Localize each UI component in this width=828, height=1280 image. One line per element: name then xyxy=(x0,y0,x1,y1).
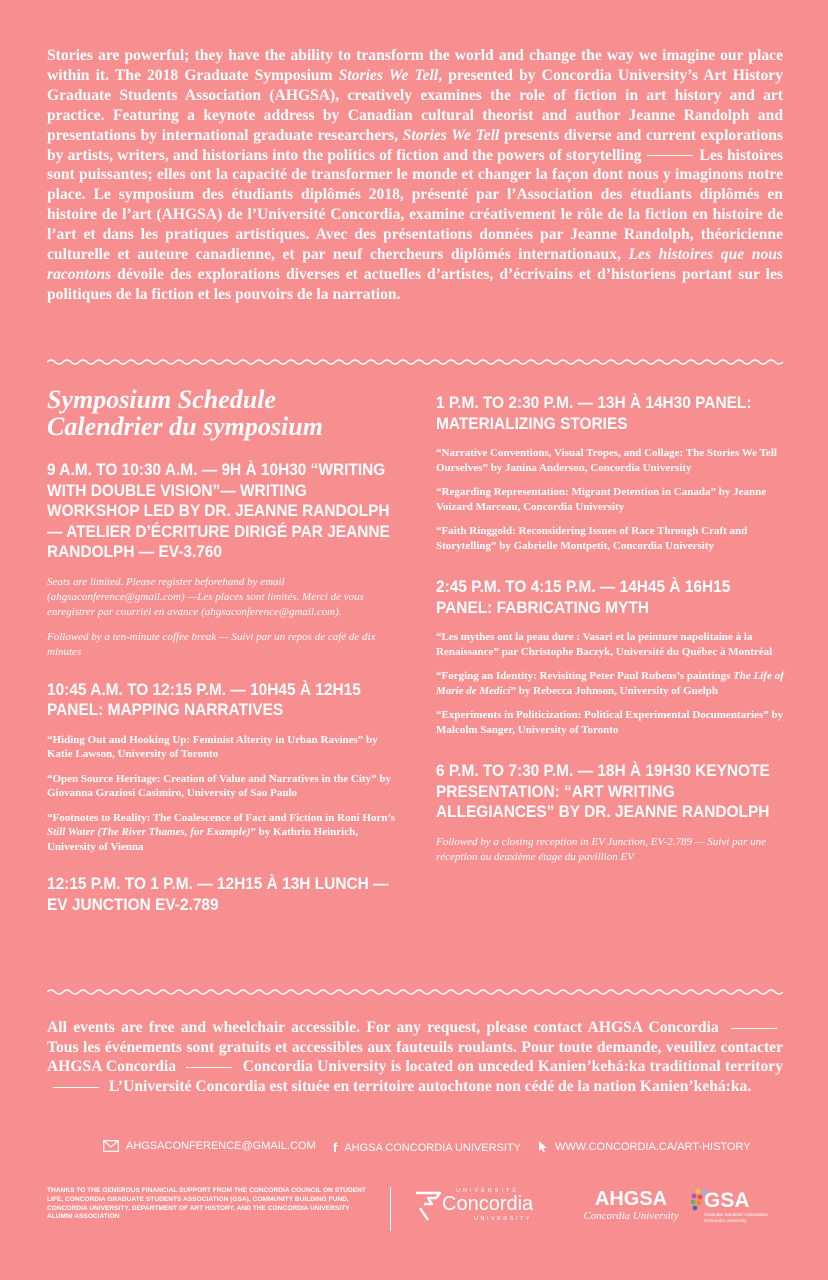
concordia-top-text: UNIVERSITÉ xyxy=(456,1188,520,1194)
talk-text: “Forging an Identity: Revisiting Peter Paul Rubens’s paintings xyxy=(436,670,734,682)
talk-item xyxy=(436,669,791,698)
closing-text: Tous les événements sont gratuits et accessibles aux fauteuils roulants. Pour toute demande, veuillez contacter AHGSA Concordia xyxy=(47,1038,783,1076)
cursor-icon xyxy=(538,1140,548,1153)
concordia-mark-icon xyxy=(414,1190,442,1222)
schedule-left-column xyxy=(47,386,402,935)
wave-divider-bottom xyxy=(47,986,783,998)
separator-dash xyxy=(731,1028,777,1029)
gsa-sub xyxy=(704,1212,768,1223)
email-link[interactable] xyxy=(103,1140,316,1152)
gsa-sub-line1: Graduate Students’ Association xyxy=(704,1212,768,1217)
schedule-title-fr: Calendrier du symposium xyxy=(47,412,323,441)
talk-work-title: Still Water (The River Thames, for Example) xyxy=(47,826,251,838)
talk-item: “Open Source Heritage: Creation of Value and Narratives in the City” by Giovanna Graziosi Casimiro, University of Sao Paulo xyxy=(47,772,391,799)
schedule-right-column xyxy=(436,393,791,885)
intro-en-part2: , presented by Concordia University’s Art History Graduate Students Association (AHGSA), creatively examines the role of fiction in art history and art practice. Featuring a keynote address by Canadian cultural theorist and author Jeanne Randolph and presentations by international graduate researchers, xyxy=(47,66,783,144)
closing-text: Concordia University is located on unceded Kanien’kehá:ka traditional territory xyxy=(242,1058,784,1076)
session-note: Followed by a closing reception in EV Junction, EV-2.789 — Suivi par une réception au deuxième étage du pavillion EV xyxy=(436,835,766,863)
ahgsa-name: AHGSA xyxy=(594,1188,668,1210)
contacts-row xyxy=(103,1140,763,1160)
facebook-link[interactable] xyxy=(333,1140,521,1155)
intro-fr-part1: Les histoires sont puissantes; elles ont la capacité de transformer le monde et changer la façon dont nous y imaginons notre place. Le symposium des étudiants diplômés 2018, présenté par l’Association des étudiants diplômés en histoire de l’art (AHGSA) de l’Université Concordia, examine créativement le rôle de la fiction en histoire de l’art et dans les pratiques artistiques. Avec des présentations données par Jeanne Randolph, théoricienne culturelle et auteure canadienne, et par neuf chercheurs diplômés internationaux, xyxy=(47,146,783,264)
sponsor-thanks: THANKS TO THE GENEROUS FINANCIAL SUPPORT FROM THE CONCORDIA COUNCIL ON STUDENT LIFE, CONCORDIA GRADUATE STUDENTS ASSOCIATION (GSA), COMMUNITY BUILDING FUND, CONCORDIA UNIVERSITY, DEPARTMENT OF ART HISTORY, AND THE CONCORDIA UNIVERSITY ALUMNI ASSOCIATION xyxy=(47,1187,366,1221)
facebook-text: AHGSA CONCORDIA UNIVERSITY xyxy=(344,1141,521,1154)
talk-text: “Footnotes to Reality: The Coalescence of Fact and Fiction in Roni Horn’s xyxy=(47,811,395,824)
footer-divider xyxy=(390,1187,391,1231)
separator-dash xyxy=(186,1067,232,1068)
talk-item xyxy=(47,811,402,855)
concordia-name: Concordia xyxy=(442,1193,534,1215)
intro-en-part3: presents diverse and current explorations by artists, writers, and historians into the politics of fiction and the powers of storytelling xyxy=(47,126,783,164)
separator-dash xyxy=(647,155,693,156)
session-keynote xyxy=(436,761,791,865)
session-lunch xyxy=(47,874,402,915)
intro-en-title2: Stories We Tell xyxy=(402,126,500,144)
session-workshop xyxy=(47,460,402,660)
intro-fr-part2: dévoile des explorations diverses et actuelles d’artistes, d’écrivains et d’historiens portant sur les politiques de la fiction et les pouvoirs de la narration. xyxy=(47,265,783,303)
closing-text: L’Université Concordia est située en territoire autochtone non cédé de la nation Kanien’kehá:ka. xyxy=(108,1077,752,1095)
talk-item: “Narrative Conventions, Visual Tropes, and Collage: The Stories We Tell Ourselves” by Janina Anderson, Concordia University xyxy=(436,447,777,474)
schedule-title xyxy=(47,386,402,440)
gsa-sub-line2: Concordia University xyxy=(704,1217,747,1223)
intro-fr-title: Les histoires que nous racontons xyxy=(47,246,783,283)
session-mapping-narratives xyxy=(47,680,402,855)
gsa-name: GSA xyxy=(704,1189,750,1212)
talk-item: “Regarding Representation: Migrant Detention in Canada” by Jeanne Voizard Marceau, Concordia University xyxy=(436,486,767,513)
talk-text: ” by Kathrin Heinrich, University of Vienna xyxy=(47,826,358,853)
session-heading: 12:15 P.M. TO 1 P.M. — 12H15 À 13H LUNCH — EV JUNCTION EV-2.789 xyxy=(47,874,389,914)
session-heading: 6 P.M. TO 7:30 P.M. — 18H À 19H30 KEYNOTE PRESENTATION: “ART WRITING ALLEGIANCES” BY DR. JEANNE RANDOLPH xyxy=(436,761,770,821)
ahgsa-logo xyxy=(576,1188,686,1222)
ahgsa-sub: Concordia University xyxy=(583,1210,679,1222)
talk-text: ” by Rebecca Johnson, University of Guelph xyxy=(510,684,719,697)
intro-paragraph xyxy=(47,46,783,305)
envelope-icon xyxy=(103,1140,119,1152)
concordia-bottom-text: UNIVERSITY xyxy=(474,1216,533,1222)
closing-paragraph xyxy=(47,1018,783,1096)
session-heading: 10:45 A.M. TO 12:15 P.M. — 10H45 À 12H15 PANEL: MAPPING NARRATIVES xyxy=(47,679,361,719)
closing-text: All events are free and wheelchair accessible. For any request, please contact AHGSA Concordia xyxy=(47,1019,719,1036)
session-heading: 1 P.M. TO 2:30 P.M. — 13H À 14H30 PANEL: MATERIALIZING STORIES xyxy=(436,393,752,433)
wave-divider-top xyxy=(47,356,783,368)
talk-item: “Hiding Out and Hooking Up: Feminist Alterity in Urban Ravines” by Katie Lawson, University of Toronto xyxy=(47,733,378,760)
session-fabricating-myth xyxy=(436,577,791,737)
talk-work-title: The Life of Marie de Medici xyxy=(436,670,784,697)
intro-en-title: Stories We Tell xyxy=(338,66,439,84)
email-text: AHGSACONFERENCE@GMAIL.COM xyxy=(126,1140,316,1152)
session-note: Followed by a ten-minute coffee break — Suivi par un repos de café de dix minutes xyxy=(47,630,376,658)
talk-item: “Les mythes ont la peau dure : Vasari et la peinture napolitaine à la Renaissance” par Christophe Baczyk, Université du Québec à Montréal xyxy=(436,631,773,658)
talk-item: “Faith Ringgold: Reconsidering Issues of Race Through Craft and Storytelling” by Gabrielle Montpetit, Concordia University xyxy=(436,525,748,552)
website-text: WWW.CONCORDIA.CA/ART-HISTORY xyxy=(555,1140,751,1153)
separator-dash xyxy=(53,1087,99,1088)
session-note: Seats are limited. Please register beforehand by email (ahgsaconference@gmail.com) —Les places sont limités. Merci de vous enregistrer par courriel en avance (ahgsaconference@gmail.com). xyxy=(47,575,364,618)
schedule-title-en: Symposium Schedule xyxy=(47,385,276,414)
intro-en-part1: Stories are powerful; they have the ability to transform the world and change the way we imagine our place within it. The 2018 Graduate Symposium xyxy=(47,47,783,84)
facebook-icon: f xyxy=(333,1140,338,1155)
session-heading: 9 A.M. TO 10:30 A.M. — 9H À 10H30 “WRITING WITH DOUBLE VISION”— WRITING WORKSHOP LED BY DR. JEANNE RANDOLPH — ATELIER D’ÉCRITURE DIRIGÉ PAR JEANNE RANDOLPH — EV-3.760 xyxy=(47,460,390,561)
website-link[interactable] xyxy=(538,1140,751,1153)
talk-item: “Experiments in Politicization: Political Experimental Documentaries” by Malcolm Sanger, University of Toronto xyxy=(436,709,784,736)
session-materializing-stories xyxy=(436,393,791,553)
session-heading: 2:45 P.M. TO 4:15 P.M. — 14H45 À 16H15 PANEL: FABRICATING MYTH xyxy=(436,577,731,617)
